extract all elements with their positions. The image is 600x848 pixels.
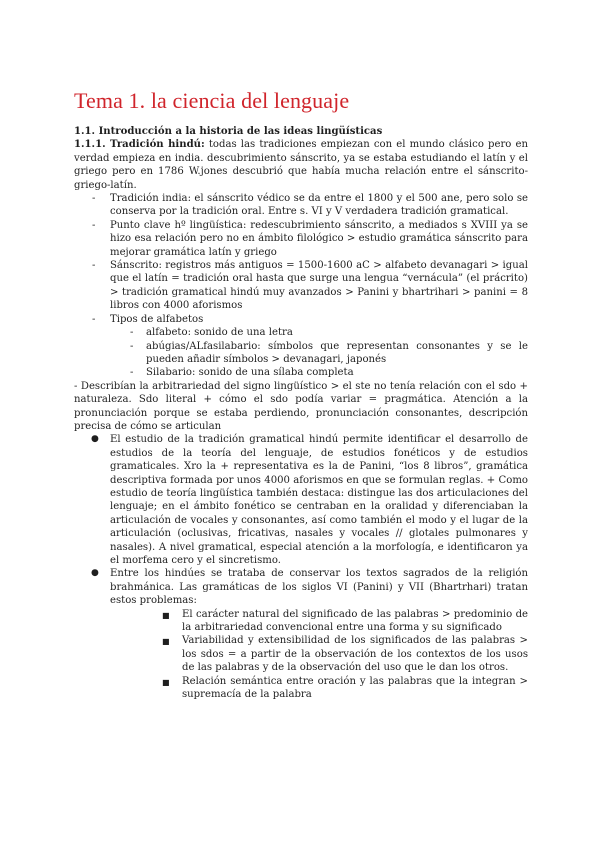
section-heading: 1.1. Introducción a la historia de las ideas lingüísticas xyxy=(74,126,383,137)
subsection-lead: 1.1.1. Tradición hindú: xyxy=(74,139,205,151)
bullet-marker: ● xyxy=(91,568,99,579)
subsection-paragraph xyxy=(74,138,528,192)
list-item xyxy=(91,567,528,607)
dash-list xyxy=(74,192,528,380)
list-item xyxy=(130,340,528,367)
list-item-text: Tipos de alfabetos xyxy=(110,313,204,325)
dash-marker: - xyxy=(92,219,96,231)
list-item-text: Entre los hindúes se trataba de conservar los textos sagrados de la religión brahmánica. Las gramáticas de los siglos VI (Panini) y VII (Bhartrhari) tratan estos problemas: xyxy=(110,568,528,607)
square-marker: ■ xyxy=(162,610,170,620)
list-item xyxy=(130,326,528,339)
list-item-text: Tradición india: el sánscrito védico se da entre el 1800 y el 500 ane, pero solo se conserva por la tradición oral. Entre s. VI y V verdadera tradición gramatical. xyxy=(110,193,528,218)
subsection-text: todas las tradiciones empiezan con el mundo clásico pero en verdad empieza en india. descubrimiento sánscrito, ya se estaba estudiando el latín y el griego pero en 1786 W.jones descubrió que había mucha relación entre el sánscrito-griego-latín. xyxy=(74,139,528,191)
square-marker: ■ xyxy=(162,637,170,647)
bullet-list xyxy=(74,433,528,607)
list-item-text: Silabario: sonido de una sílaba completa xyxy=(146,367,354,379)
list-item xyxy=(162,608,528,635)
list-item-text: alfabeto: sonido de una letra xyxy=(146,327,293,339)
list-item xyxy=(92,192,528,219)
list-item xyxy=(91,433,528,567)
document-body xyxy=(74,125,528,701)
dash-marker: - xyxy=(130,327,134,339)
list-item-text: El carácter natural del significado de las palabras > predominio de la arbitrariedad convencional entre una forma y su significado xyxy=(182,608,528,634)
list-item-text: Sánscrito: registros más antiguos = 1500-1600 aC > alfabeto devanagari > igual que el latín = tradición oral hasta que surge una lengua “vernácula” (el prácrito) > tradición gramatical hindú muy avanzados > Panini y bhartrihari > panini = 8 libros con 4000 aforismos xyxy=(110,260,528,312)
page-title: Tema 1. la ciencia del lenguaje xyxy=(74,88,350,113)
list-item-text: abúgias/ALfasilabario: símbolos que representan consonantes y se le pueden añadir símbolos > devanagari, japonés xyxy=(146,340,528,365)
dash-marker: - xyxy=(130,340,134,352)
problems-list xyxy=(74,608,528,702)
list-item xyxy=(92,313,528,380)
list-item xyxy=(92,259,528,313)
list-item xyxy=(130,366,528,379)
dash-marker: - xyxy=(130,367,134,379)
list-item xyxy=(92,219,528,259)
list-item-text: Relación semántica entre oración y las palabras que la integran > supremacía de la palabra xyxy=(182,675,528,701)
dash-marker: - xyxy=(92,193,96,205)
list-item-text: Variabilidad y extensibilidad de los significados de las palabras > los sdos = a partir de la observación de los contextos de los usos de las palabras y de la observación del uso que le dan los otros. xyxy=(182,635,528,674)
dash-marker: - xyxy=(92,260,96,272)
list-item xyxy=(162,675,528,702)
list-item-text: Punto clave hº lingüística: redescubrimiento sánscrito, a mediados s XVIII ya se hizo esa relación pero no en ámbito filológico > estudio gramática sánscrito para mejorar gramática latín y griego xyxy=(110,219,528,258)
alphabet-types-list xyxy=(110,326,528,380)
bullet-marker: ● xyxy=(91,434,99,445)
description-paragraph: - Describían la arbitrariedad del signo lingüístico > el ste no tenía relación con el sdo + naturaleza. Sdo literal + cómo el sdo podía variar = pragmática. Atención a la pronunciación porque se estaba perdiendo, pronunciación consonantes, descripción precisa de cómo se articulan xyxy=(74,380,528,432)
square-marker: ■ xyxy=(162,677,170,687)
dash-marker: - xyxy=(92,313,96,325)
list-item xyxy=(162,634,528,674)
list-item-text: El estudio de la tradición gramatical hindú permite identificar el desarrollo de estudios de la teoría del lenguaje, de estudios fonéticos y de estudios gramaticales. Xro la + representativa es la de Panini, “los 8 libros”, gramática descriptiva formada por unos 4000 aforismos en que se formulan reglas. + Como estudio de teoría lingüística también destaca: distingue las dos articulaciones del lenguaje; en el ámbito fonético se centraban en la oralidad y diferenciaban la articulación de vocales y consonantes, así como también el modo y el lugar de la articulación (oclusivas, fricativas, nasales y vocales // glotales pulmonares y nasales). A nivel gramatical, especial atención a la morfología, e identificaron ya el morfema cero y el sincretismo. xyxy=(110,434,528,566)
